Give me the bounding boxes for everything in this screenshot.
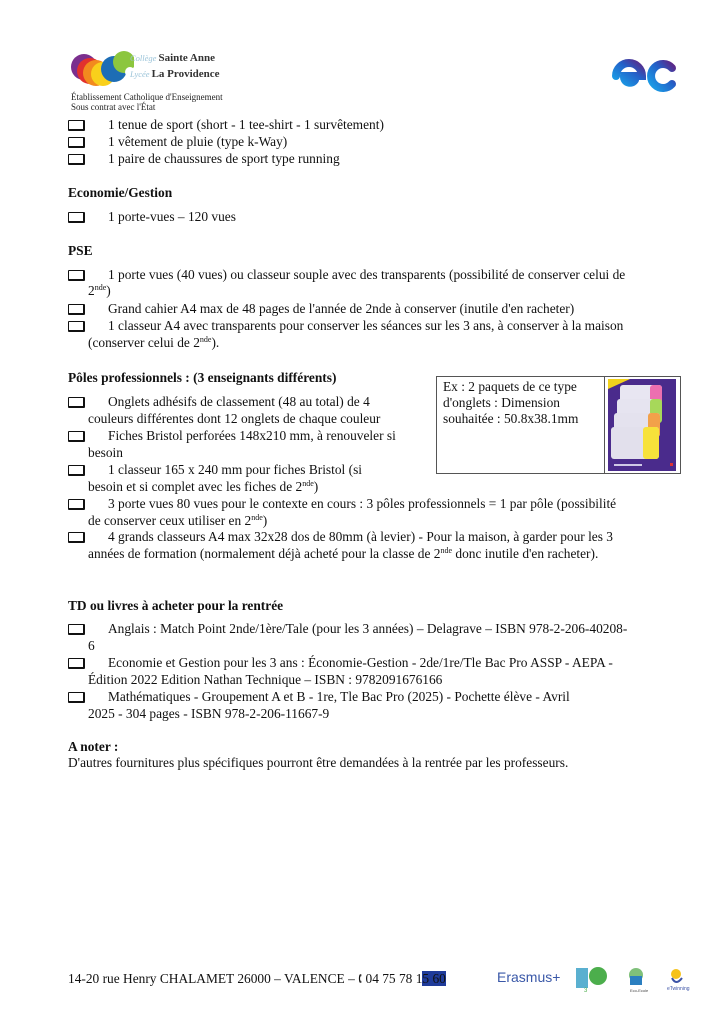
list-item: Mathématiques - Groupement A et B - 1re, Tle Bac Pro (2025) - Pochette élève - Avril (108, 689, 570, 704)
checkbox[interactable] (68, 120, 85, 131)
list-item: 3 porte vues 80 vues pour le contexte en cours : 3 pôles professionnels = 1 par pôle (possibilité (108, 496, 617, 511)
logo-subtitle: Établissement Catholique d'Enseignement (71, 92, 223, 102)
logo-lycee-name: Lycée La Providence (130, 68, 220, 80)
list-item-continuation: besoin et si complet avec les fiches de 2nde) (88, 479, 319, 494)
list-item-continuation: (conserver celui de 2nde). (88, 335, 220, 350)
list-item: 1 porte-vues – 120 vues (108, 209, 236, 224)
checkbox[interactable] (68, 304, 85, 315)
checkbox[interactable] (68, 397, 85, 408)
list-item-continuation: 2nde) (88, 283, 111, 298)
list-item-continuation: Édition 2022 Edition Nathan Technique – ISBN : 9782091676166 (88, 672, 443, 687)
eco-ecole-logo-icon (629, 968, 649, 993)
note-text: D'autres fournitures plus spécifiques pourront être demandées à la rentrée par les professeurs. (68, 755, 569, 770)
ec-logo-icon (612, 58, 678, 94)
etwinning-logo-icon (667, 969, 690, 992)
phone-number[interactable]: 04 75 78 15 60 (365, 971, 446, 986)
list-item: Fiches Bristol perforées 148x210 mm, à renouveler si (108, 428, 396, 443)
checkbox[interactable] (68, 658, 85, 669)
checkbox[interactable] (68, 270, 85, 281)
checkbox[interactable] (68, 499, 85, 510)
e3d-logo-icon (576, 967, 607, 994)
list-item: Anglais : Match Point 2nde/1ère/Tale (pour les 3 années) – Delagrave – ISBN 978-2-206-40208- (108, 621, 628, 636)
list-item-continuation: 6 (88, 638, 95, 653)
list-item-continuation: de conserver ceux utiliser en 2nde) (88, 513, 268, 528)
checkbox[interactable] (68, 692, 85, 703)
section-heading-pse: PSE (68, 243, 93, 258)
list-item-continuation: couleurs différentes dont 12 onglets de chaque couleur (88, 411, 381, 426)
checkbox[interactable] (68, 321, 85, 332)
list-item: 1 classeur A4 avec transparents pour conserver les séances sur les 3 ans, à conserver à la maison (108, 318, 624, 333)
list-item: Onglets adhésifs de classement (48 au total) de 4 (108, 394, 370, 409)
list-item: 1 paire de chaussures de sport type running (108, 151, 340, 166)
list-item: 1 porte vues (40 vues) ou classeur souple avec des transparents (possibilité de conserver celui de (108, 267, 626, 282)
logo-contract: Sous contrat avec l'État (71, 102, 156, 112)
phone-icon: 🕻 (358, 971, 363, 986)
section-heading-livres: TD ou livres à acheter pour la rentrée (68, 598, 284, 613)
example-text: Ex : 2 paquets de ce type d'onglets : Dimension souhaitée : 50.8x38.1mm (443, 379, 579, 426)
checkbox[interactable] (68, 624, 85, 635)
checkbox[interactable] (68, 212, 85, 223)
checkbox[interactable] (68, 431, 85, 442)
list-item: 1 tenue de sport (short - 1 tee-shirt - 1 survêtement) (108, 117, 384, 132)
list-item: Economie et Gestion pour les 3 ans : Économie-Gestion - 2de/1re/Tle Bac Pro ASSP - AEPA - (108, 655, 613, 670)
note-heading: A noter : (68, 739, 119, 754)
list-item: 1 classeur 165 x 240 mm pour fiches Bristol (si (108, 462, 363, 477)
list-item: Grand cahier A4 max de 48 pages de l'année de 2nde à conserver (inutile d'en racheter) (108, 301, 575, 316)
list-item-continuation: besoin (88, 445, 123, 460)
svg-text:3: 3 (584, 988, 588, 994)
example-box (436, 376, 681, 474)
checkbox[interactable] (68, 154, 85, 165)
erasmus-logo: Erasmus+ (497, 969, 561, 985)
logo-college-name: Collège Sainte Anne (130, 52, 215, 64)
footer-partner-logos (576, 964, 706, 994)
list-item-continuation: 2025 - 304 pages - ISBN 978-2-206-11667-9 (88, 706, 330, 721)
tab-dividers-product-image (608, 379, 676, 471)
school-logo-circles-icon (70, 50, 134, 88)
checkbox[interactable] (68, 532, 85, 543)
footer-address: 14-20 rue Henry CHALAMET 26000 – VALENCE – 🕻 04 75 78 15 60 (68, 971, 446, 986)
list-item: 1 vêtement de pluie (type k-Way) (108, 134, 288, 149)
example-divider (604, 377, 605, 473)
section-heading-poles: Pôles professionnels : (3 enseignants différents) (68, 370, 337, 385)
list-item-continuation: années de formation (normalement déjà acheté pour la classe de 2nde donc inutile d'en racheter). (88, 546, 599, 561)
section-heading-economie: Economie/Gestion (68, 185, 173, 200)
list-item: 4 grands classeurs A4 max 32x28 dos de 80mm (à levier) - Pour la maison, à garder pour les 3 (108, 529, 614, 544)
checkbox[interactable] (68, 465, 85, 476)
school-logo (68, 46, 248, 112)
svg-text:Eco-Ecole: Eco-Ecole (630, 988, 649, 993)
svg-text:eTwinning: eTwinning (667, 986, 690, 992)
checkbox[interactable] (68, 137, 85, 148)
